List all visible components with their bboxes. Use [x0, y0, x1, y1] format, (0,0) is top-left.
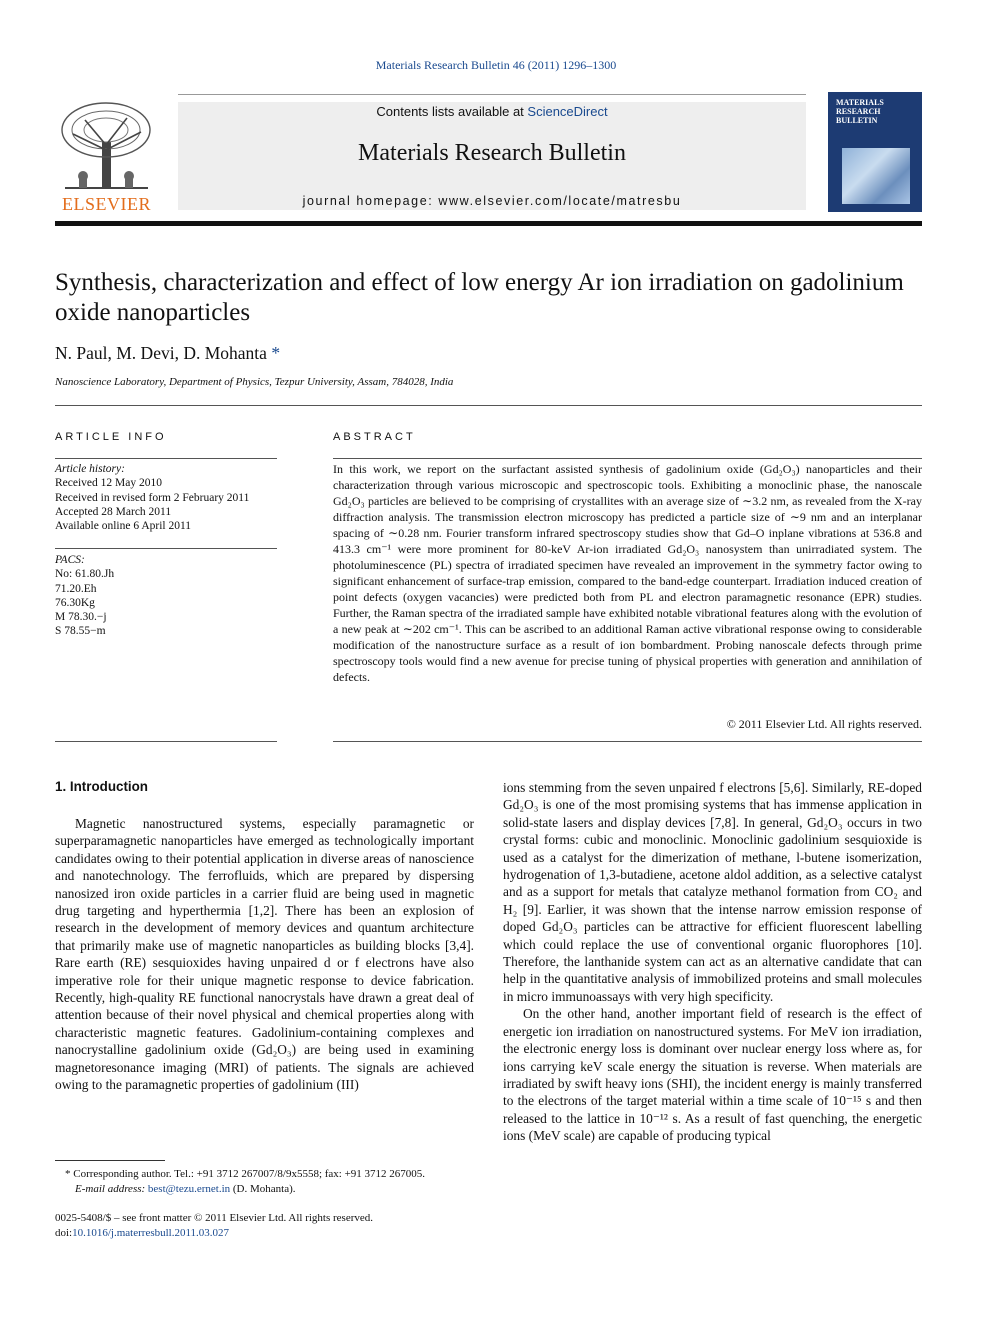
info-rule-3: [55, 741, 277, 742]
title-rule: [55, 405, 922, 406]
pacs-item: No: 61.80.Jh: [55, 568, 115, 581]
history-item: Accepted 28 March 2011: [55, 505, 172, 518]
info-rule-2: [55, 548, 277, 549]
tree-icon: [55, 100, 158, 192]
article-title: Synthesis, characterization and effect of low energy Ar ion irradiation on gadolinium oxide nanoparticles: [55, 269, 904, 326]
article-info-heading: ARTICLE INFO: [55, 431, 167, 443]
front-matter: [55, 1211, 373, 1241]
info-rule-1: [55, 458, 277, 459]
history-label: Article history:: [55, 463, 125, 475]
email-line: E-mail address: best@tezu.ernet.in (D. Mohanta).: [75, 1183, 296, 1195]
doi-link[interactable]: 10.1016/j.materresbull.2011.03.027: [72, 1227, 230, 1239]
abstract-rule-top: [333, 458, 922, 459]
journal-homepage[interactable]: journal homepage: www.elsevier.com/locate/matresbu: [302, 194, 682, 208]
abstract-copyright: © 2011 Elsevier Ltd. All rights reserved.: [726, 717, 922, 731]
cover-image: [842, 148, 910, 204]
intro-paragraph: Magnetic nanostructured systems, especially paramagnetic or superparamagnetic nanoparticles have emerged as technologically important candidates owing to their potential application in diverse areas of nanoscience and nanotechnology. The ferrofluids, which are prepared by dispersing nanosized iron oxide particles in a carrier fluid are being used in magnetic drug targeting and hyperthermia [1,2]. There has been an explosion of research in the development of memory devices and quantum architecture that primarily make use of magnetic nanoparticles as building blocks [3,4]. Rare earth (RE) sesquioxides having unpaired d or f electrons have also imperative role for their unique magnetic response to device fabrication. Recently, high-quality RE functional nanocrystals have drawn a great deal of attention because of their novel physical and chemical properties along with characteristic magnetic features. Gadolinium-containing complexes and nanocrystalline gadolinium oxide (Gd₂O₃) are being used in examining magnetoresonance imaging (MRI) of patients. The signals are achieved owing to the paramagnetic properties of gadolinium (III): [55, 816, 474, 1093]
email-link[interactable]: best@tezu.ernet.in: [147, 1183, 231, 1195]
pacs-list: [55, 553, 277, 639]
elsevier-wordmark: ELSEVIER: [62, 194, 151, 214]
history-item: Available online 6 April 2011: [55, 520, 192, 533]
section-heading-introduction: 1. Introduction: [55, 779, 148, 794]
intro-paragraph: On the other hand, another important field of research is the effect of energetic ion irradiation on nanostructured systems. For MeV ion irradiation, the electronic energy loss is dominant over nuclear energy loss where as, for ions carrying keV scale energy the situation is reverse. When materials are irradiated by swift heavy ions (SHI), the incident energy is mainly transferred to the electrons of the target material within a time scale of 10⁻¹⁵ s and then released to the lattice in 10⁻¹² s. As a result of fast quenching, the energetic ions (MeV scale) are capable of producing typical: [503, 1006, 922, 1144]
elsevier-logo: [55, 100, 158, 215]
abstract-heading: ABSTRACT: [333, 431, 416, 443]
abstract-text: In this work, we report on the surfactant assisted synthesis of gadolinium oxide (Gd₂O₃) nanoparticles and their characterization through various microscopic and spectroscopic tools. Exhibiting a monoclinic phase, the nanoscale Gd₂O₃ particles are believed to be comprising of crystallites with an average size of ∼3.2 nm, as revealed from the X-ray diffraction analysis. The transmission electron microscopy has predicted a particle size of ∼9 nm and an interplanar spacing of ∼0.28 nm. Fourier transform infrared spectroscopy studies show that Gd–O inplane vibrations at 536.8 and 413.3 cm⁻¹ were more prominent for 80-keV Ar-ion irradiated Gd₂O₃ nanosystem than unirradiated system. The photoluminescence (PL) spectra of irradiated specimen have revealed an improvement in the symmetry factor owing to significant enhancement of surface-trap emission, compared to the band-edge counterpart. Irradiation induced creation of point defects (oxygen vacancies) were predicted both from PL and electron paramagnetic resonance (EPR) studies. Further, the Raman spectra of the irradiated sample have exhibited notable vibrational features along with the evolution of a new peak at ∼202 cm⁻¹. This can be ascribed to an additional Raman active vibrational response owing to considerable modification of the nanostructure surface as a result of ion bombardment. Probing nanoscale defects through prime spectroscopy tools would find a new avenue for precise tuning of physical properties with generation and annihilation of defects.: [333, 462, 922, 684]
author-list: N. Paul, M. Devi, D. Mohanta *: [55, 343, 281, 363]
history-item: Received in revised form 2 February 2011: [55, 491, 250, 504]
journal-title: Materials Research Bulletin: [358, 140, 626, 166]
footnote-rule: [55, 1160, 165, 1161]
journal-banner: [178, 102, 806, 210]
pacs-label: PACS:: [55, 554, 85, 566]
doi-line: doi:10.1016/j.materresbull.2011.03.027: [55, 1227, 230, 1239]
cover-title: MATERIALS RESEARCH BULLETIN: [836, 98, 884, 125]
footnote: [55, 1167, 425, 1197]
header-rule: [178, 94, 806, 95]
header-thick-rule: [55, 221, 922, 226]
contents-line: Contents lists available at ScienceDirect: [376, 104, 608, 119]
article-history: [55, 462, 277, 533]
pacs-item: 76.30Kg: [55, 596, 95, 609]
history-item: Received 12 May 2010: [55, 477, 162, 490]
intro-right-column: [503, 779, 922, 1145]
journal-citation[interactable]: Materials Research Bulletin 46 (2011) 1296–1300: [375, 58, 617, 72]
abstract-rule-bottom: [333, 741, 922, 742]
pacs-item: 71.20.Eh: [55, 582, 97, 595]
journal-cover: [828, 92, 922, 212]
pacs-item: S 78.55−m: [55, 625, 106, 638]
issn-line: 0025-5408/$ – see front matter © 2011 Elsevier Ltd. All rights reserved.: [55, 1212, 374, 1224]
intro-paragraph: ions stemming from the seven unpaired f electrons [5,6]. Similarly, RE-doped Gd₂O₃ is one of the most promising systems that has immense application in solid-state lasers and display devices [7,8]. In general, Gd₂O₃ occurs in two crystal forms: cubic and monoclinic. Monoclinic gadolinium sesquioxide is used as a catalyst for the dimerization of methane, l-butene isomerization, hydrogenation of 1,3-butadiene, acetone aldol addition, as a selective catalyst and as a support for metals that catalyze methanol formation from CO₂ and H₂ [9]. Earlier, it was shown that the intense narrow emission response of doped Gd₂O₃ particles can be attractive for efficient fluorescent labelling which could replace the use of conventional organic fluorophores [10]. Therefore, the lanthanide system can act as an alternative candidate that can help in the quantitative analysis of immobilized proteins and small molecules in micro immunoassays with very high specificity.: [503, 780, 922, 1004]
corresponding-author-mark[interactable]: *: [271, 343, 281, 363]
corresponding-author-note: * Corresponding author. Tel.: +91 3712 267007/8/9x5558; fax: +91 3712 267005.: [65, 1168, 426, 1180]
sciencedirect-link[interactable]: ScienceDirect: [527, 104, 608, 119]
pacs-item: M 78.30.−j: [55, 611, 107, 624]
intro-left-column: [55, 815, 474, 1094]
affiliation: Nanoscience Laboratory, Department of Physics, Tezpur University, Assam, 784028, India: [55, 376, 454, 388]
